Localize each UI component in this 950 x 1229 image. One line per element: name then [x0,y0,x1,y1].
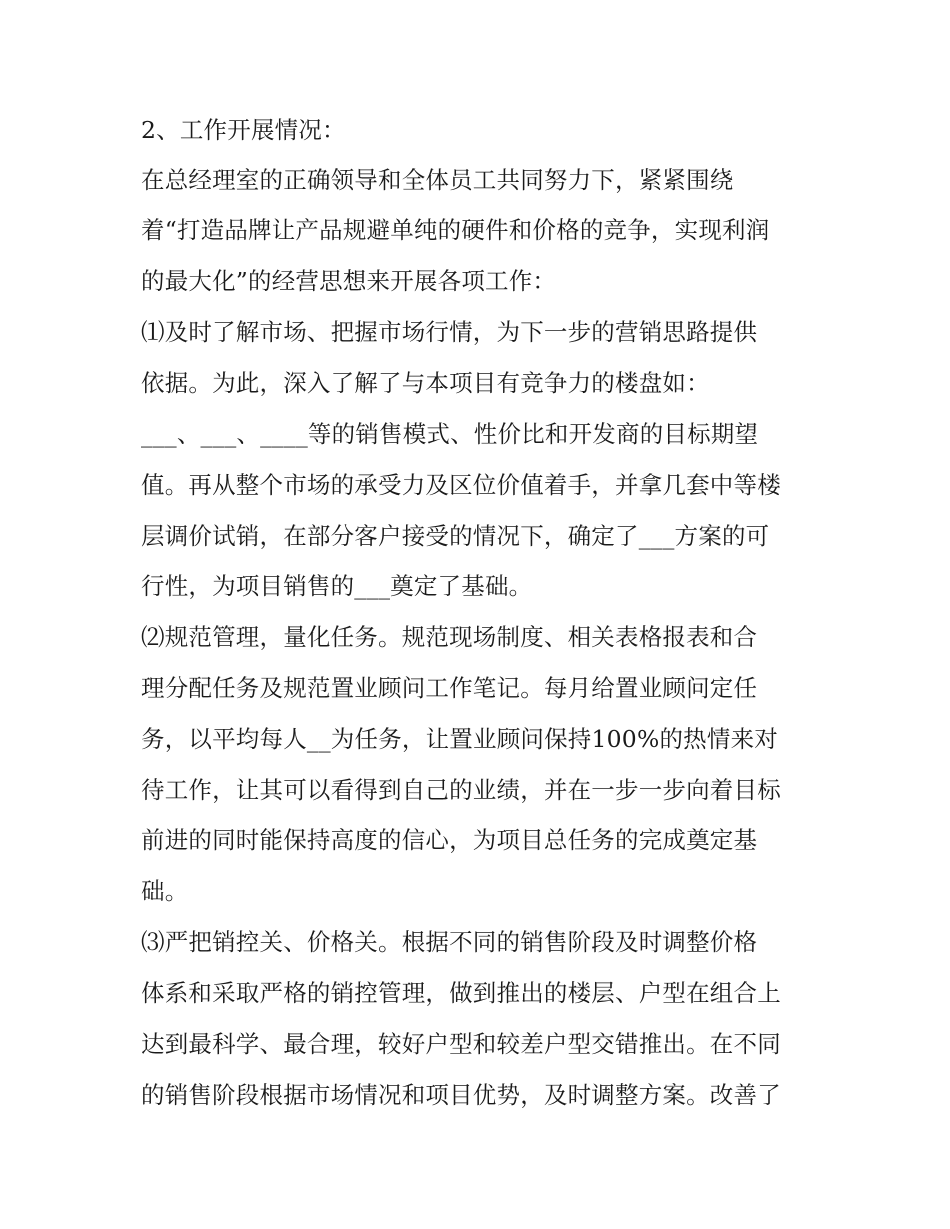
paragraph-line: 在总经理室的正确领导和全体员工共同努力下，紧紧围绕 [141,166,734,194]
paragraph-line: 体系和采取严格的销控管理，做到推出的楼层、户型在组合上 [141,979,781,1007]
paragraph-line: 的最大化”的经营思想来开展各项工作： [141,267,557,295]
paragraph-line: 达到最科学、最合理，较好户型和较差户型交错推出。在不同 [141,1030,781,1058]
section-heading: 2、工作开展情况： [141,116,346,144]
paragraph-line: ⑵规范管理，量化任务。规范现场制度、相关表格报表和合 [141,623,758,651]
paragraph-line: 的销售阶段根据市场情况和项目优势，及时调整方案。改善了 [141,1081,781,1109]
paragraph-line: 础。 [141,877,189,905]
paragraph-line: 着“打造品牌让产品规避单纯的硬件和价格的竞争，实现利润 [141,216,770,244]
paragraph-line: 值。再从整个市场的承受力及区位价值着手，并拿几套中等楼 [141,471,781,499]
paragraph-line: 层调价试销，在部分客户接受的情况下，确定了___方案的可 [141,522,770,550]
paragraph-line: ⑶严把销控关、价格关。根据不同的销售阶段及时调整价格 [141,928,758,956]
paragraph-line: 行性，为项目销售的___奠定了基础。 [141,572,533,600]
paragraph-line: 依据。为此，深入了解了与本项目有竞争力的楼盘如： [141,369,710,397]
paragraph-line: 前进的同时能保持高度的信心，为项目总任务的完成奠定基 [141,826,758,854]
paragraph-line: ⑴及时了解市场、把握市场行情，为下一步的营销思路提供 [141,318,758,346]
paragraph-line: 务，以平均每人__为任务，让置业顾问保持100%的热情来对 [141,725,778,753]
paragraph-line: 理分配任务及规范置业顾问工作笔记。每月给置业顾问定任 [141,674,758,702]
paragraph-line: ___、___、____等的销售模式、性价比和开发商的目标期望 [141,420,759,448]
paragraph-line: 待工作，让其可以看得到自己的业绩，并在一步一步向着目标 [141,776,781,804]
